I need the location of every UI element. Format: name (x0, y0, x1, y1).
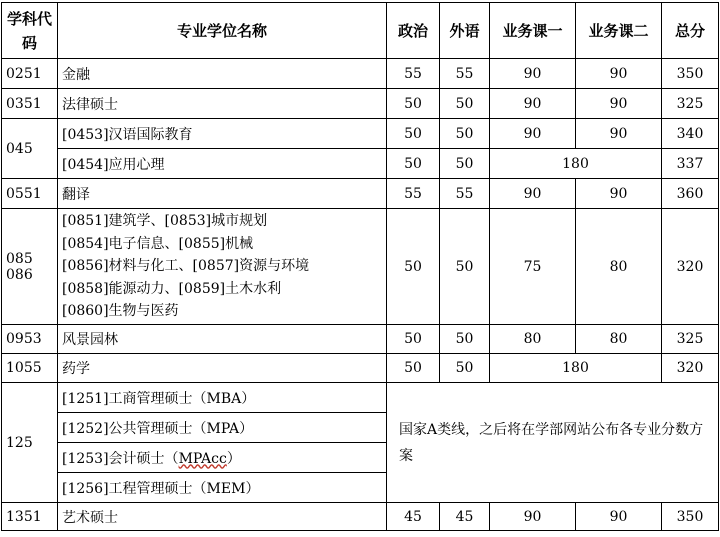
row-name-suffix: ） (226, 450, 241, 467)
course1-score: 90 (490, 503, 576, 531)
row-name-line: [0854]电子信息、[0855]机械 (62, 235, 254, 252)
course1-score: 90 (490, 179, 576, 209)
header-name: 专业学位名称 (58, 3, 387, 59)
row-code (2, 209, 58, 325)
course2-score: 80 (576, 325, 662, 354)
row-name: 药学 (58, 354, 387, 383)
header-politics: 政治 (387, 3, 440, 59)
politics-score: 50 (387, 209, 440, 325)
row-name: 风景园林 (58, 325, 387, 354)
note-cell: 国家A类线，之后将在学部网站公布各专业分数方案 (387, 383, 719, 503)
row-name: 法律硕士 (58, 89, 387, 119)
foreign-score: 50 (440, 354, 490, 383)
total-score: 337 (662, 149, 719, 179)
combined-course-score: 180 (490, 354, 662, 383)
combined-course-score: 180 (490, 149, 662, 179)
total-score: 320 (662, 209, 719, 325)
row-name: 金融 (58, 59, 387, 89)
course1-score: 75 (490, 209, 576, 325)
header-code: 学科代码 (2, 3, 58, 59)
foreign-score: 45 (440, 503, 490, 531)
foreign-score: 50 (440, 209, 490, 325)
table-row (2, 59, 719, 89)
row-name: 翻译 (58, 179, 387, 209)
header-foreign: 外语 (440, 3, 490, 59)
row-name: [0453]汉语国际教育 (58, 119, 387, 149)
row-name-line: [0858]能源动力、[0859]土木水利 (62, 280, 282, 297)
row-name (58, 443, 387, 473)
row-name-line: [0860]生物与医药 (62, 303, 179, 320)
foreign-score: 50 (440, 119, 490, 149)
course2-score: 80 (576, 209, 662, 325)
row-code: 125 (2, 383, 58, 503)
row-name (58, 209, 387, 325)
politics-score: 50 (387, 354, 440, 383)
total-score: 350 (662, 503, 719, 531)
row-code: 0551 (2, 179, 58, 209)
table-row (2, 209, 719, 325)
row-name: [1256]工程管理硕士（MEM） (58, 473, 387, 503)
politics-score: 50 (387, 119, 440, 149)
table-row (2, 325, 719, 354)
row-code-line: 086 (6, 266, 33, 283)
table-row (2, 383, 719, 413)
politics-score: 55 (387, 59, 440, 89)
row-name-line: [0856]材料与化工、[0857]资源与环境 (62, 258, 310, 275)
table-row (2, 149, 719, 179)
foreign-score: 50 (440, 325, 490, 354)
total-score: 320 (662, 354, 719, 383)
course2-score: 90 (576, 119, 662, 149)
course2-score: 90 (576, 59, 662, 89)
foreign-score: 50 (440, 89, 490, 119)
total-score: 340 (662, 119, 719, 149)
header-row (2, 3, 719, 59)
course2-score: 90 (576, 89, 662, 119)
total-score: 325 (662, 325, 719, 354)
table-row (2, 89, 719, 119)
course2-score: 90 (576, 503, 662, 531)
politics-score: 55 (387, 179, 440, 209)
row-code: 045 (2, 119, 58, 179)
row-name-line: [0851]建筑学、[0853]城市规划 (62, 213, 268, 230)
header-course2: 业务课二 (576, 3, 662, 59)
total-score: 350 (662, 59, 719, 89)
politics-score: 50 (387, 89, 440, 119)
row-name: [1251]工商管理硕士（MBA） (58, 383, 387, 413)
row-name-prefix: [1253]会计硕士（ (62, 450, 179, 467)
table-row (2, 179, 719, 209)
row-code: 0351 (2, 89, 58, 119)
score-table (1, 2, 719, 531)
total-score: 325 (662, 89, 719, 119)
course1-score: 80 (490, 325, 576, 354)
total-score: 360 (662, 179, 719, 209)
row-name: 艺术硕士 (58, 503, 387, 531)
foreign-score: 55 (440, 59, 490, 89)
politics-score: 50 (387, 325, 440, 354)
course1-score: 90 (490, 89, 576, 119)
politics-score: 50 (387, 149, 440, 179)
table-row (2, 503, 719, 531)
course1-score: 90 (490, 59, 576, 89)
politics-score: 45 (387, 503, 440, 531)
foreign-score: 55 (440, 179, 490, 209)
course2-score: 90 (576, 179, 662, 209)
row-code-line: 085 (6, 250, 33, 267)
header-total: 总分 (662, 3, 719, 59)
foreign-score: 50 (440, 149, 490, 179)
course1-score: 90 (490, 119, 576, 149)
table-row (2, 354, 719, 383)
row-name: [0454]应用心理 (58, 149, 387, 179)
row-code: 0953 (2, 325, 58, 354)
row-name: [1252]公共管理硕士（MPA） (58, 413, 387, 443)
spellcheck-underlined-text: MPAcc (178, 450, 227, 467)
header-course1: 业务课一 (490, 3, 576, 59)
row-code: 1351 (2, 503, 58, 531)
row-code: 1055 (2, 354, 58, 383)
table-row (2, 119, 719, 149)
row-code: 0251 (2, 59, 58, 89)
